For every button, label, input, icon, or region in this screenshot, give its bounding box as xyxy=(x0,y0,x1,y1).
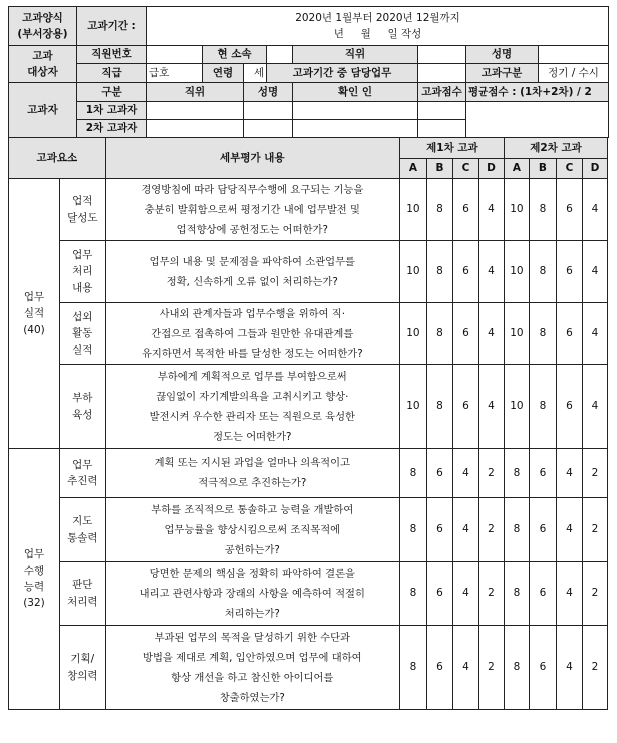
second-score-option[interactable]: 4 xyxy=(556,562,582,626)
criteria-table xyxy=(8,137,608,710)
item-description-line: 공헌하는가? xyxy=(224,543,280,556)
item-description-line: 충분히 발휘함으로써 평정기간 내에 업무발전 및 xyxy=(144,203,360,216)
average-score[interactable] xyxy=(466,102,609,138)
group-label-line: 업무 xyxy=(23,291,45,304)
second-score-option[interactable]: 2 xyxy=(582,626,607,710)
evaluator-row-first: 1차 고과자 xyxy=(77,102,147,120)
target-label-line1: 고과 xyxy=(32,49,53,62)
second-score-option[interactable]: 4 xyxy=(582,179,607,241)
criteria-row xyxy=(9,241,608,303)
second-score-option[interactable]: 6 xyxy=(529,626,556,710)
first-score-option[interactable]: 8 xyxy=(399,449,426,498)
item-name xyxy=(59,179,105,241)
second-score-option[interactable]: 6 xyxy=(529,498,556,562)
second-grade-d: D xyxy=(582,159,607,179)
item-name xyxy=(59,626,105,710)
first-score-option[interactable]: 8 xyxy=(399,626,426,710)
first-score-option[interactable]: 8 xyxy=(399,562,426,626)
item-name-line: 처리력 xyxy=(67,595,98,608)
item-name-line: 업적 xyxy=(72,195,93,208)
duty-label: 고과기간 중 담당업무 xyxy=(267,64,418,83)
second-score-option[interactable]: 8 xyxy=(529,241,556,303)
eval-type-value[interactable]: 정기 / 수시 xyxy=(539,64,609,83)
second-score-option[interactable]: 8 xyxy=(504,626,529,710)
item-description-line: 발전시켜 우수한 관리자 또는 직원으로 육성한 xyxy=(149,410,355,423)
first-evaluator-confirm[interactable] xyxy=(293,102,418,120)
period-cell xyxy=(147,7,609,46)
age-unit[interactable]: 세 xyxy=(244,64,267,83)
evaluator-col-score: 고과점수 xyxy=(418,83,466,102)
evaluator-col-avg: 평균점수 : (1차+2차) / 2 xyxy=(466,83,609,102)
item-name xyxy=(59,365,105,449)
second-score-option[interactable]: 4 xyxy=(556,626,582,710)
second-score-option[interactable]: 2 xyxy=(582,498,607,562)
item-name-line: 업무 xyxy=(72,249,93,262)
period-value: 2020년 1월부터 2020년 12월까지 xyxy=(295,11,460,24)
criteria-row xyxy=(9,562,608,626)
item-name xyxy=(59,303,105,365)
item-name xyxy=(59,241,105,303)
item-description-line: 끊임없이 자기계발의욕을 고취시키고 향상· xyxy=(156,390,349,403)
evaluation-form xyxy=(8,6,608,710)
item-name-line: 창의력 xyxy=(67,669,98,682)
second-score-option[interactable]: 8 xyxy=(529,303,556,365)
item-name-line: 달성도 xyxy=(67,211,98,224)
first-score-option[interactable]: 8 xyxy=(426,365,452,449)
first-score-option[interactable]: 6 xyxy=(452,303,478,365)
first-score-option[interactable]: 6 xyxy=(426,498,452,562)
second-score-option[interactable]: 8 xyxy=(529,365,556,449)
group-label-line: (32) xyxy=(23,597,45,610)
first-score-option[interactable]: 8 xyxy=(426,241,452,303)
current-dept-input[interactable] xyxy=(267,46,293,64)
second-score-option[interactable]: 6 xyxy=(529,562,556,626)
second-evaluator-score[interactable] xyxy=(418,120,466,138)
period-label: 고과기간 : xyxy=(77,7,147,46)
form-type-line2: (부서장용) xyxy=(17,28,68,40)
item-name-line: 부하 xyxy=(72,392,93,405)
evaluator-row-second: 2차 고과자 xyxy=(77,120,147,138)
name-input[interactable] xyxy=(539,46,609,64)
item-description-line: 정도는 어떠한가? xyxy=(213,430,292,443)
group-label-line: 업무 xyxy=(23,548,45,561)
target-label-line2: 대상자 xyxy=(27,66,58,78)
item-description-line: 계획 또는 지시된 과업을 얼마나 의욕적이고 xyxy=(154,457,351,469)
second-score-option[interactable]: 8 xyxy=(504,562,529,626)
item-description-line: 정확, 신속하게 오류 없이 처리하는가? xyxy=(166,275,338,288)
second-score-option[interactable]: 4 xyxy=(556,498,582,562)
first-grade-b: B xyxy=(426,159,452,179)
criteria-row xyxy=(9,626,608,710)
first-score-option[interactable]: 2 xyxy=(478,562,504,626)
first-evaluator-name[interactable] xyxy=(244,102,293,120)
group-label xyxy=(9,179,60,449)
second-score-option[interactable]: 6 xyxy=(556,241,582,303)
item-description-line: 부하를 조직적으로 통솔하고 능력을 개발하여 xyxy=(151,503,354,516)
item-name-line: 섭외 xyxy=(72,311,93,324)
evaluator-col-name: 성명 xyxy=(244,83,293,102)
first-score-option[interactable]: 6 xyxy=(452,241,478,303)
item-name-line: 통솔력 xyxy=(67,531,98,544)
first-score-option[interactable]: 8 xyxy=(426,303,452,365)
current-dept-label: 현 소속 xyxy=(203,46,267,64)
group-label-line: (40) xyxy=(23,323,45,336)
emp-no-input[interactable] xyxy=(147,46,203,64)
second-evaluator-confirm[interactable] xyxy=(293,120,418,138)
form-type-line1: 고과양식 xyxy=(22,11,63,24)
first-score-option[interactable]: 4 xyxy=(478,241,504,303)
first-score-option[interactable]: 2 xyxy=(478,449,504,498)
second-score-option[interactable]: 2 xyxy=(582,562,607,626)
evaluator-col-confirm: 확인 인 xyxy=(293,83,418,102)
item-description xyxy=(105,498,399,562)
first-score-option[interactable]: 6 xyxy=(452,179,478,241)
item-name-line: 육성 xyxy=(72,408,93,421)
first-score-option[interactable]: 8 xyxy=(399,498,426,562)
item-description-line: 방법을 제대로 계획, 입안하였으며 업무에 대하여 xyxy=(143,651,362,664)
duty-input[interactable] xyxy=(418,64,466,83)
item-name-line: 기획/ xyxy=(70,653,95,666)
first-score-option[interactable]: 6 xyxy=(426,626,452,710)
criteria-row xyxy=(9,498,608,562)
evaluator-col-position: 직위 xyxy=(147,83,244,102)
item-name-line: 판단 xyxy=(72,579,93,592)
group-label xyxy=(9,449,60,710)
criteria-detail-header: 세부평가 내용 xyxy=(105,138,399,179)
second-score-option[interactable]: 10 xyxy=(504,365,529,449)
position-input[interactable] xyxy=(418,46,466,64)
first-score-option[interactable]: 10 xyxy=(399,241,426,303)
second-score-option[interactable]: 4 xyxy=(582,303,607,365)
second-score-option[interactable]: 8 xyxy=(504,449,529,498)
form-type-cell xyxy=(9,7,77,46)
second-grade-a: A xyxy=(504,159,529,179)
item-description xyxy=(105,626,399,710)
first-score-option[interactable]: 4 xyxy=(452,562,478,626)
group-label-line: 실적 xyxy=(23,307,45,320)
first-score-option[interactable]: 10 xyxy=(399,179,426,241)
second-score-option[interactable]: 6 xyxy=(529,449,556,498)
item-description-line: 부하에게 계획적으로 업무를 부여함으로써 xyxy=(157,370,347,383)
item-description-line: 처리하는가? xyxy=(224,607,280,620)
item-description xyxy=(105,562,399,626)
second-evaluator-name[interactable] xyxy=(244,120,293,138)
first-score-option[interactable]: 6 xyxy=(426,562,452,626)
name-label: 성명 xyxy=(466,46,539,64)
item-description-line: 유지하면서 목적한 바를 달성한 정도는 어떠한가? xyxy=(141,347,363,360)
second-score-option[interactable]: 8 xyxy=(529,179,556,241)
second-score-option[interactable]: 6 xyxy=(556,365,582,449)
grade-unit[interactable]: 급호 xyxy=(147,64,203,83)
grade-label: 직급 xyxy=(77,64,147,83)
second-score-option[interactable]: 10 xyxy=(504,241,529,303)
item-description-line: 항상 개선을 하고 참신한 아이디어를 xyxy=(171,671,334,684)
first-score-option[interactable]: 10 xyxy=(399,365,426,449)
second-score-option[interactable]: 4 xyxy=(582,241,607,303)
target-label xyxy=(9,46,77,83)
item-name-line: 내용 xyxy=(72,281,93,294)
second-score-option[interactable]: 6 xyxy=(556,303,582,365)
second-evaluator-position[interactable] xyxy=(147,120,244,138)
criteria-row xyxy=(9,179,608,241)
item-description-line: 업무능률을 향상시킴으로써 조직목적에 xyxy=(164,523,341,536)
first-grade-d: D xyxy=(478,159,504,179)
item-description-line: 간접으로 접촉하여 그들과 원만한 유대관계를 xyxy=(151,327,354,340)
age-label: 연령 xyxy=(203,64,244,83)
item-name xyxy=(59,562,105,626)
first-score-option[interactable]: 6 xyxy=(452,365,478,449)
evaluator-label: 고과자 xyxy=(9,83,77,138)
second-score-option[interactable]: 6 xyxy=(556,179,582,241)
item-description-line: 창출하였는가? xyxy=(219,691,285,704)
item-description-line: 경영방침에 따라 담당직무수행에 요구되는 기능을 xyxy=(141,183,364,196)
first-score-option[interactable]: 6 xyxy=(426,449,452,498)
first-score-option[interactable]: 2 xyxy=(478,498,504,562)
group-label-line: 능력 xyxy=(23,581,45,593)
criteria-element-header: 고과요소 xyxy=(9,138,106,179)
first-eval-header: 제1차 고과 xyxy=(399,138,504,159)
item-name-line: 지도 xyxy=(72,515,93,528)
item-description-line: 업적향상에 공헌정도는 어떠한가? xyxy=(176,223,328,236)
group-label-line: 수행 xyxy=(23,564,45,577)
first-score-option[interactable]: 10 xyxy=(399,303,426,365)
first-score-option[interactable]: 4 xyxy=(452,449,478,498)
item-description xyxy=(105,179,399,241)
second-score-option[interactable]: 8 xyxy=(504,498,529,562)
evaluator-col-division: 구분 xyxy=(77,83,147,102)
eval-type-label: 고과구분 xyxy=(466,64,539,83)
second-score-option[interactable]: 4 xyxy=(556,449,582,498)
first-score-option[interactable]: 4 xyxy=(452,626,478,710)
criteria-row xyxy=(9,449,608,498)
item-description xyxy=(105,449,399,498)
written-date: 년 월 일 작성 xyxy=(333,28,422,40)
first-grade-a: A xyxy=(399,159,426,179)
first-evaluator-position[interactable] xyxy=(147,102,244,120)
second-grade-b: B xyxy=(529,159,556,179)
criteria-row xyxy=(9,303,608,365)
item-description xyxy=(105,365,399,449)
first-score-option[interactable]: 4 xyxy=(478,303,504,365)
item-name xyxy=(59,498,105,562)
item-description-line: 사내외 관계자들과 업무수행을 위하여 직· xyxy=(159,307,346,320)
item-description-line: 적극적으로 추진하는가? xyxy=(198,477,307,489)
item-description xyxy=(105,241,399,303)
item-name-line: 활동 xyxy=(72,327,93,340)
item-name-line: 실적 xyxy=(72,343,93,356)
second-score-option[interactable]: 10 xyxy=(504,303,529,365)
second-eval-header: 제2차 고과 xyxy=(504,138,607,159)
second-grade-c: C xyxy=(556,159,582,179)
form-header-table xyxy=(8,6,609,138)
first-score-option[interactable]: 4 xyxy=(478,365,504,449)
position-label: 직위 xyxy=(293,46,418,64)
item-name xyxy=(59,449,105,498)
second-score-option[interactable]: 4 xyxy=(582,365,607,449)
item-description-line: 내리고 관련사항과 장래의 사항을 예측하여 적절히 xyxy=(139,587,365,600)
first-grade-c: C xyxy=(452,159,478,179)
first-score-option[interactable]: 4 xyxy=(452,498,478,562)
item-name-line: 업무 xyxy=(72,458,93,471)
item-name-line: 처리 xyxy=(72,265,93,278)
item-name-line: 추진력 xyxy=(67,475,98,487)
item-description-line: 당면한 문제의 핵심을 정확히 파악하여 결론을 xyxy=(149,567,355,580)
criteria-row xyxy=(9,365,608,449)
first-score-option[interactable]: 4 xyxy=(478,179,504,241)
second-score-option[interactable]: 2 xyxy=(582,449,607,498)
first-score-option[interactable]: 2 xyxy=(478,626,504,710)
item-description-line: 업무의 내용 및 문제점을 파악하여 소관업무를 xyxy=(149,255,355,268)
item-description-line: 부과된 업무의 목적을 달성하기 위한 수단과 xyxy=(154,631,351,644)
first-score-option[interactable]: 8 xyxy=(426,179,452,241)
first-evaluator-score[interactable] xyxy=(418,102,466,120)
second-score-option[interactable]: 10 xyxy=(504,179,529,241)
item-description xyxy=(105,303,399,365)
emp-no-label: 직원번호 xyxy=(77,46,147,64)
